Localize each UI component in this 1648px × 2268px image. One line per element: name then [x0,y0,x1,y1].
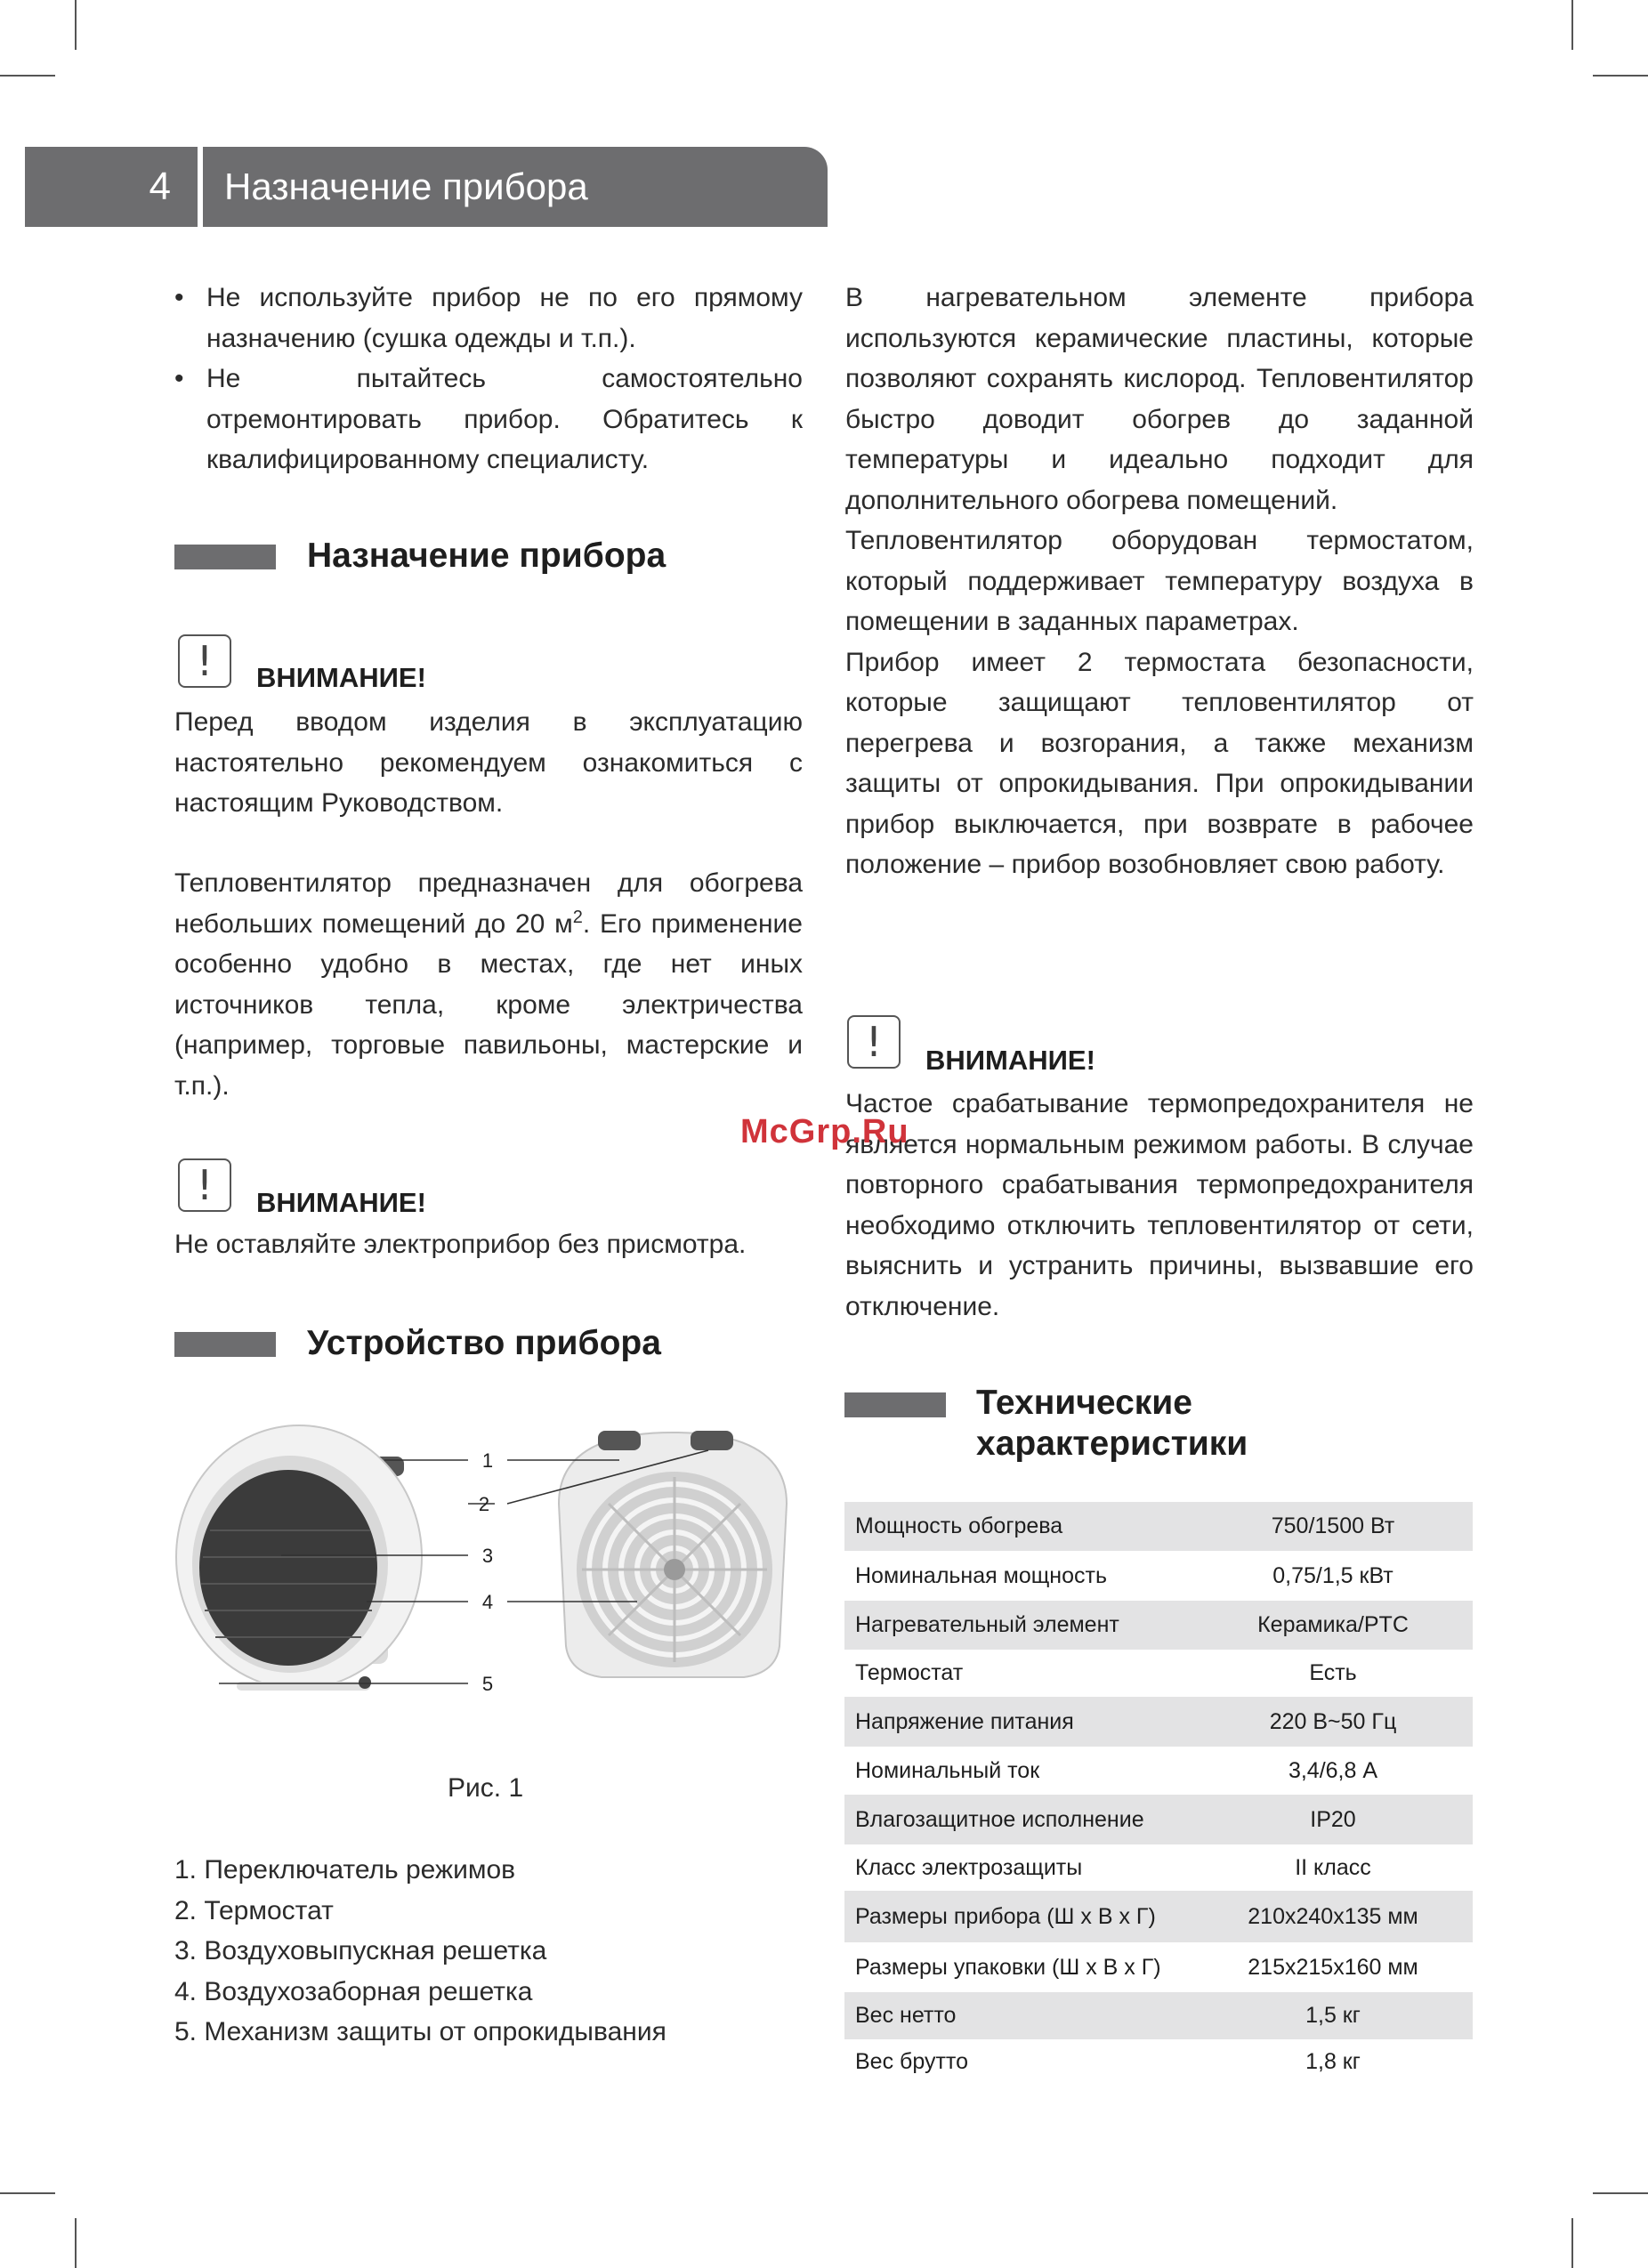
heater-front-image [176,1425,422,1691]
list-item: 1. Переключатель режимов [174,1855,516,1885]
section-marker [174,545,276,569]
section-marker [174,1332,276,1357]
crop-mark [75,2218,77,2268]
table-row: Вес брутто 1,8 кг [855,2048,1361,2074]
list-item: 2. Термостат [174,1895,334,1925]
section-title-device: Устройство прибора [307,1324,661,1362]
crop-mark [75,0,77,50]
warning-text: Частое срабатывание термопредохранителя не является нормальным режимом работы. В случае повторного срабатывания термопредохранителя необходимо отключить тепловентилятор от сети, выяснить и устранить причины, вызвавшие его отключение. [845,1089,1474,1321]
table-row: Термостат Есть [855,1660,1357,1685]
figure-caption: Рис. 1 [448,1773,524,1803]
table-row: Влагозащитное исполнение IP20 [844,1795,1473,1844]
list-item: 3. Воздуховыпускная решетка [174,1936,547,1965]
table-row: Нагревательный элемент Керамика/PTC [844,1601,1473,1650]
table-row: Напряжение питания 220 В~50 Гц [844,1697,1473,1747]
callout-3: 3 [481,1545,494,1567]
warning-icon: ! [178,634,231,688]
right-column-text [845,278,1474,885]
callout-1: 1 [481,1449,494,1472]
list-item: • Не пытайтесь самостоятельно отремонтировать прибор. Обратитесь к квалифицированному специалисту. [174,359,803,480]
table-row: Номинальная мощность 0,75/1,5 кВт [855,1562,1394,1588]
warning-text: Не оставляйте электроприбор без присмотра. [174,1230,747,1259]
watermark: McGrp.Ru [740,1113,909,1150]
table-row: Номинальный ток 3,4/6,8 А [855,1757,1378,1783]
crop-mark [0,2192,55,2194]
callout-2: 2 [478,1493,490,1515]
section-marker [844,1392,946,1417]
warning-icon: ! [847,1015,901,1069]
crop-mark [1571,2218,1573,2268]
crop-mark [1571,0,1573,50]
heater-rear-image [559,1431,787,1677]
list-item: • Не используйте прибор не по его прямому назначению (сушка одежды и т.п.). [174,278,803,359]
safety-bullet-list [174,278,803,480]
table-row: Вес нетто 1,5 кг [844,1992,1473,2039]
callout-4: 4 [481,1591,494,1613]
warning-label: ВНИМАНИЕ! [925,1045,1095,1076]
specs-table [844,1502,1473,2084]
paragraph: Прибор имеет 2 термостата безопасности, которые защищают тепловентилятор от перегрева и возгорания, а также механизм защиты от опрокидывания. При опрокидывании прибор выключается, при возврате в рабочее положение – прибор возобновляет свою работу. [845,647,1474,879]
heater-figure [174,1415,815,1726]
table-row: Класс электрозащиты II класс [855,1854,1371,1880]
crop-mark [0,75,55,77]
callout-5: 5 [481,1673,494,1695]
crop-mark [1593,75,1648,77]
crop-mark [1593,2192,1648,2194]
table-row: Размеры упаковки (Ш х В х Г) 215х215х160 мм [855,1954,1418,1980]
paragraph: Тепловентилятор оборудован термостатом, который поддерживает температуру воздуха в помещении в заданных параметрах. [845,526,1474,636]
section-title-purpose: Назначение прибора [307,537,666,575]
warning-label: ВНИМАНИЕ! [256,662,426,693]
table-row: Мощность обогрева 750/1500 Вт [844,1502,1473,1551]
parts-list [174,1850,803,2053]
warning-icon: ! [178,1158,231,1212]
table-row: Размеры прибора (Ш х В х Г) 210х240х135 мм [844,1891,1473,1942]
purpose-paragraph: Тепловентилятор предназначен для обогрева небольших помещений до 20 $м^2$. Его применение особенно удобно в местах, где нет иных источников тепла, кроме электричества (например, торговые павильоны, мастерские и т.п.). [174,868,803,1101]
list-item: 4. Воздухозаборная решетка [174,1976,533,2006]
warning-label: ВНИМАНИЕ! [256,1187,426,1218]
page-header-title: Назначение прибора [203,147,828,227]
section-title-specs: Технические характеристики [976,1384,1248,1463]
page-number: 4 [25,147,198,227]
list-item: 5. Механизм защиты от опрокидывания [174,2017,666,2046]
paragraph: В нагревательном элементе прибора используются керамические пластины, которые позволяют сохранять кислород. Тепловентилятор быстро доводит обогрев до заданной температуры и идеально подходит для дополнительного обогрева помещений. [845,283,1474,515]
warning-text: Перед вводом изделия в эксплуатацию настоятельно рекомендуем ознакомиться с настоящим Руководством. [174,707,803,818]
